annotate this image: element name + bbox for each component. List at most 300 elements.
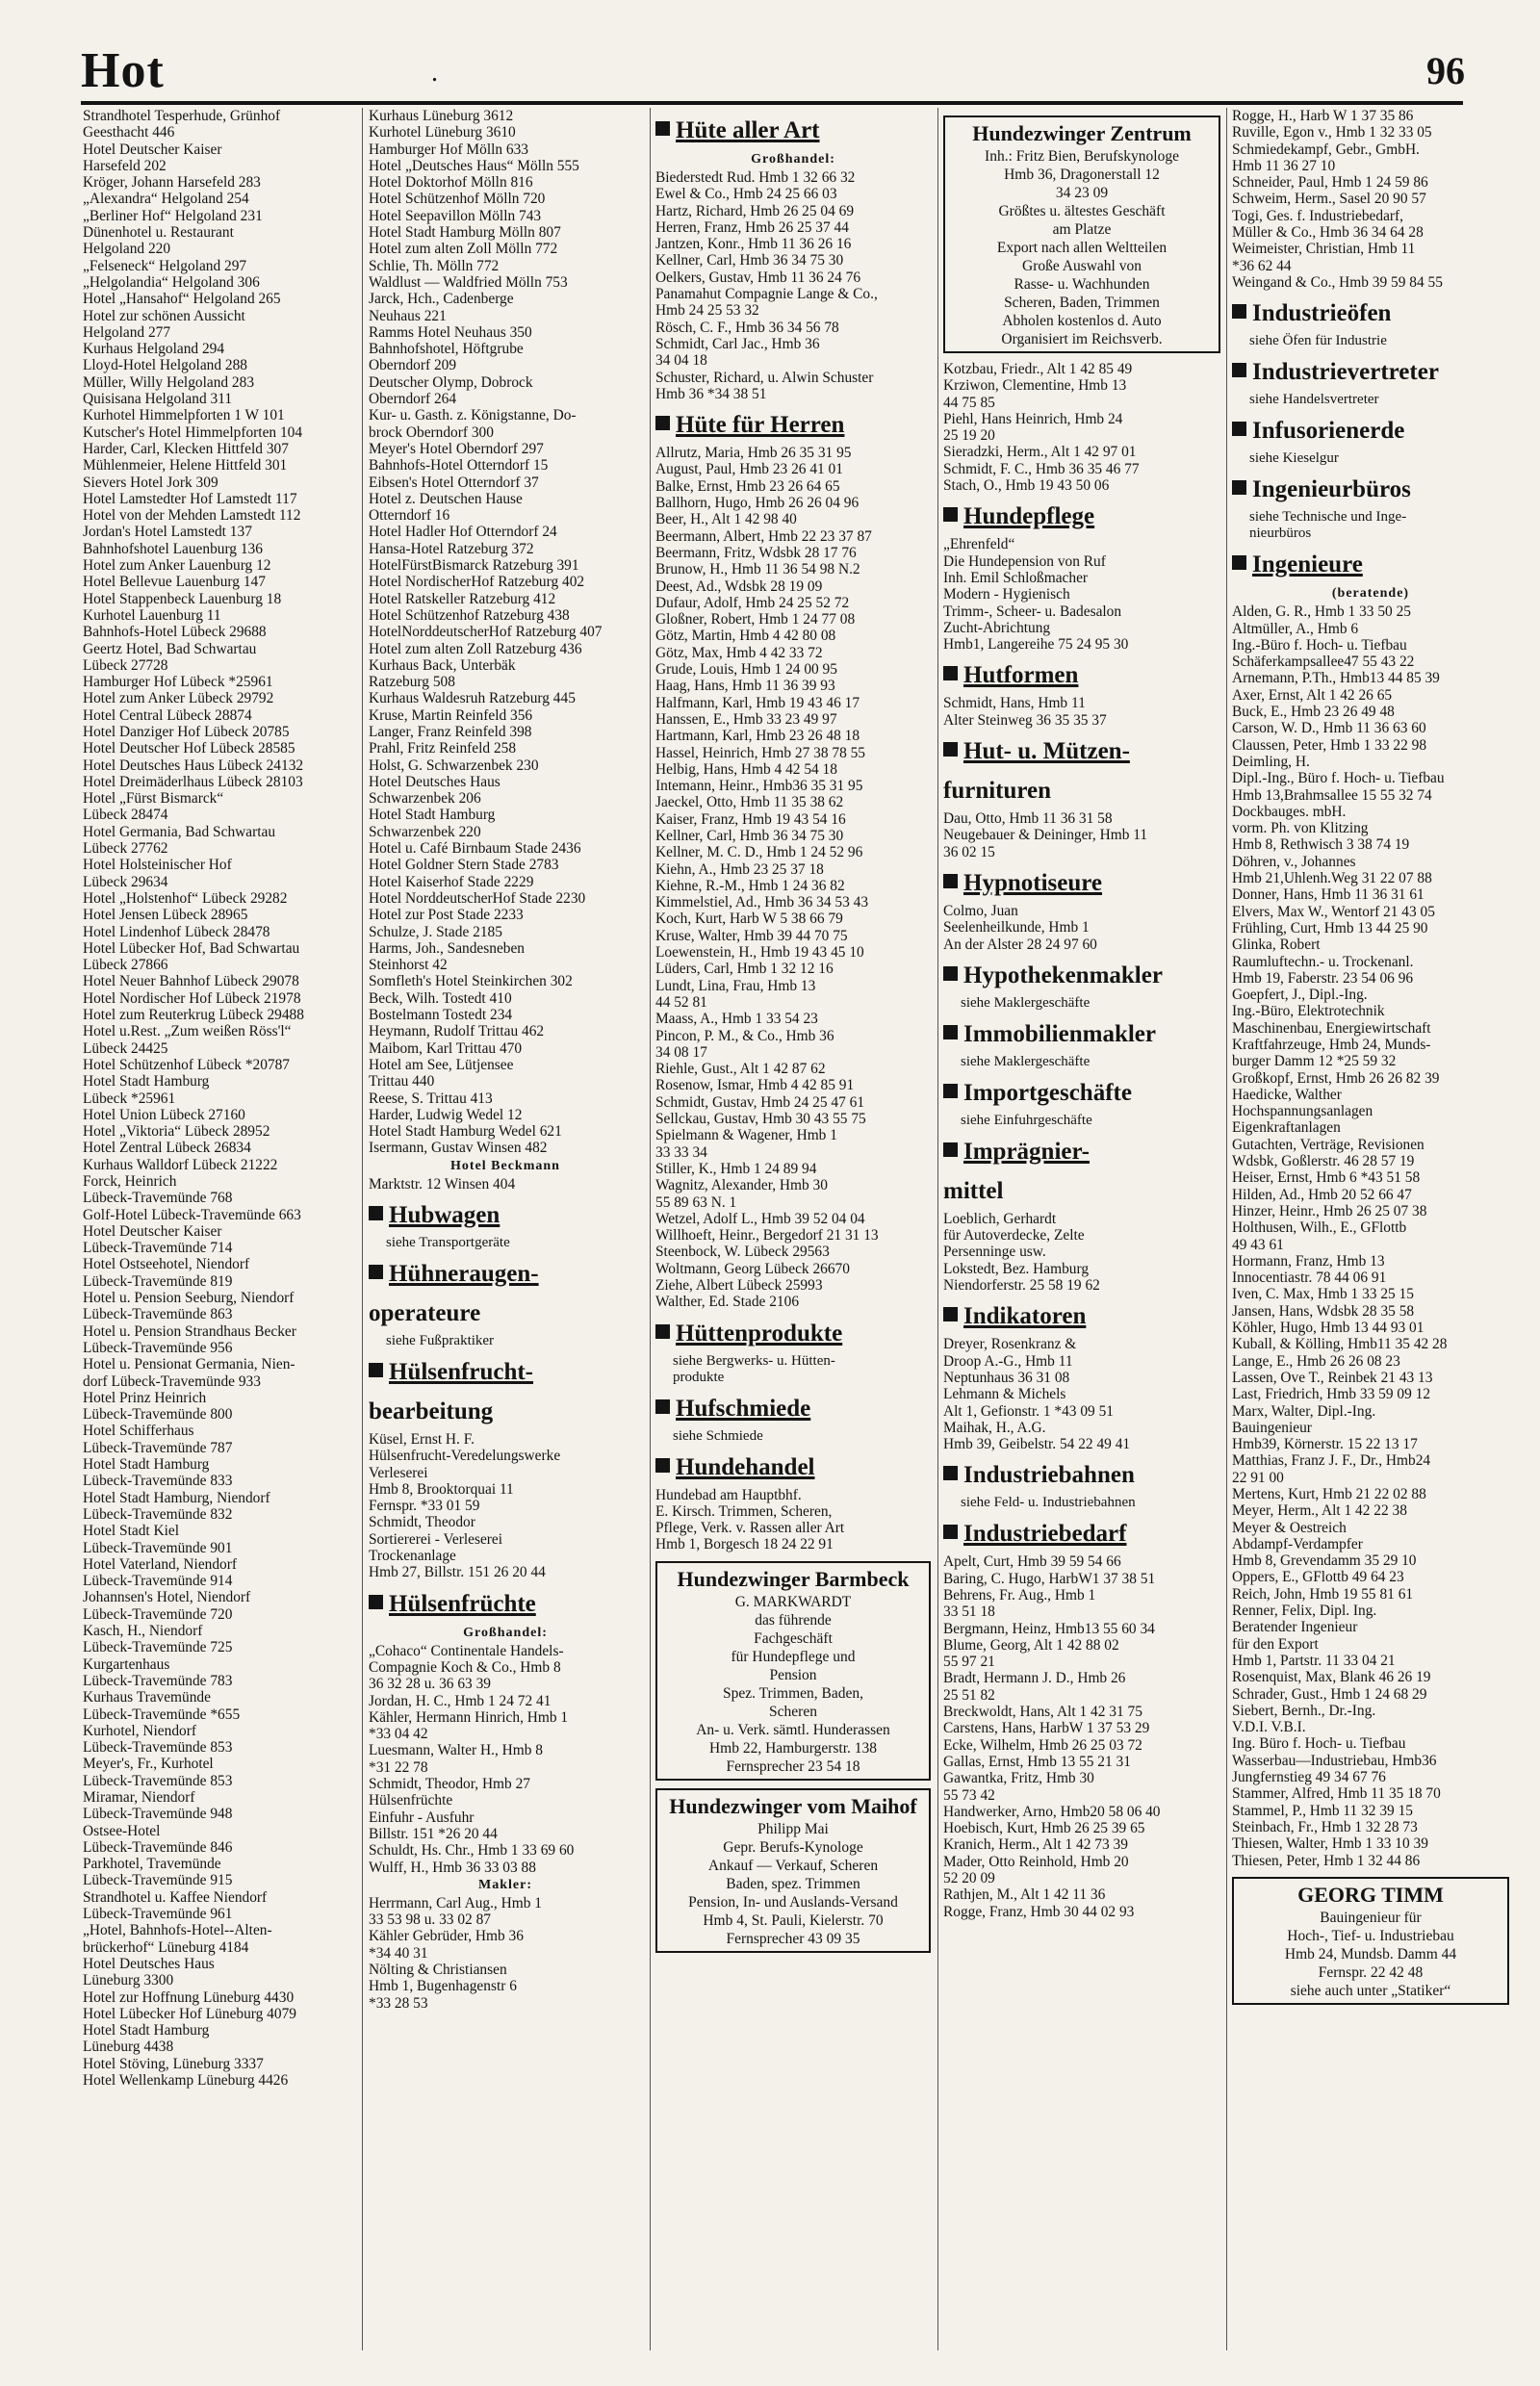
listing-entry: Panamahut Compagnie Lange & Co., (655, 286, 878, 303)
listing-entry: Goepfert, J., Dipl.-Ing. (1232, 987, 1368, 1004)
advertisement-box (655, 1788, 931, 1953)
listing-entry: Hülsenfrucht-Veredelungswerke (369, 1448, 561, 1465)
section-heading-text: Hüttenprodukte (676, 1320, 843, 1347)
hotel-entry: Hotel Jensen Lübeck 28965 (83, 907, 248, 924)
listing-entry: Ewel & Co., Hmb 24 25 66 03 (655, 186, 837, 203)
hotel-entry: Otterndorf 16 (369, 507, 450, 525)
cross-reference: siehe Maklergeschäfte (961, 994, 1091, 1011)
section-heading-text: Hypnotiseure (963, 869, 1102, 896)
hotel-entry: Hotel Lamstedter Hof Lamstedt 117 (83, 490, 297, 507)
listing-entry: Deimling, H. (1232, 753, 1310, 770)
hotel-entry: Kurhotel, Niendorf (83, 1722, 196, 1739)
hotel-entry: Ramms Hotel Neuhaus 350 (369, 323, 532, 341)
hotel-entry: Helgoland 277 (83, 323, 171, 341)
hotel-entry: Hotel Deutsches Haus Lübeck 24132 (83, 757, 304, 774)
hotel-entry: Meyer's, Fr., Kurhotel (83, 1756, 214, 1773)
hotel-entry: HotelFürstBismarck Ratzeburg 391 (369, 557, 579, 575)
hotel-entry: Lübeck-Travemünde 915 (83, 1872, 233, 1889)
ad-line: Bauingenieur für (1320, 1909, 1422, 1926)
section-heading (943, 500, 1220, 533)
listing-entry: Alter Steinweg 36 35 35 37 (943, 711, 1107, 729)
ad-line: Fernsprecher 43 09 35 (726, 1930, 860, 1947)
bullet-square-icon (369, 1206, 383, 1220)
listing-entry: Matthias, Franz J. F., Dr., Hmb24 (1232, 1452, 1431, 1470)
listing-entry: Modern - Hygienisch (943, 586, 1070, 603)
hotel-entry: Quisisana Helgoland 311 (83, 391, 233, 408)
listing-entry: Dockbauges. mbH. (1232, 803, 1347, 820)
section-heading-text: Hüte für Herren (676, 412, 845, 439)
listing-entry: Kähler Gebrüder, Hmb 36 (369, 1928, 524, 1945)
listing-entry: Wdsbk, Goßlerstr. 46 28 57 19 (1232, 1153, 1415, 1170)
listing-entry: Ruville, Egon v., Hmb 1 32 33 05 (1232, 124, 1432, 141)
listing-entry: Hinzer, Heinr., Hmb 26 25 07 38 (1232, 1202, 1427, 1219)
listing-entry: Küsel, Ernst H. F. (369, 1431, 475, 1448)
hotel-entry: Müller, Willy Helgoland 283 (83, 373, 255, 391)
hotel-entry: Johannsen's Hotel, Niendorf (83, 1589, 251, 1606)
listing-entry: Hmb 39, Geibelstr. 54 22 49 41 (943, 1436, 1131, 1453)
listing-entry: Wetzel, Adolf L., Hmb 39 52 04 04 (655, 1210, 865, 1227)
section-heading (1232, 549, 1509, 581)
listing-entry: Die Hundepension von Ruf (943, 552, 1106, 570)
listing-entry: Ing.-Büro, Elektrotechnik (1232, 1003, 1385, 1020)
listing-entry: Kimmelstiel, Ad., Hmb 36 34 53 43 (655, 894, 869, 911)
listing-entry: *34 40 31 (369, 1944, 428, 1962)
hotel-entry: Hotel Ostseehotel, Niendorf (83, 1256, 250, 1273)
hotel-entry: Lübeck-Travemünde 914 (83, 1573, 233, 1590)
hotel-entry: Sievers Hotel Jork 309 (83, 474, 218, 491)
listing-entry: Glinka, Robert (1232, 936, 1321, 954)
ad-line: Hundezwinger Barmbeck (677, 1566, 910, 1591)
listing-entry: Kruse, Walter, Hmb 39 44 70 75 (655, 927, 848, 944)
listing-entry: Hmb1, Langereihe 75 24 95 30 (943, 636, 1129, 654)
cross-reference: siehe Fußpraktiker (386, 1333, 495, 1348)
hotel-entry: Hotel „Hansahof“ Helgoland 265 (83, 291, 281, 308)
listing-entry: Neptunhaus 36 31 08 (943, 1369, 1070, 1386)
listing-entry: Alden, G. R., Hmb 1 33 50 25 (1232, 603, 1411, 621)
listing-entry: Togi, Ges. f. Industriebedarf, (1232, 207, 1403, 224)
hotel-entry: Golf-Hotel Lübeck-Travemünde 663 (83, 1206, 301, 1223)
hotel-entry: Lübeck-Travemünde 948 (83, 1806, 233, 1823)
section-heading-text: Immobilienmakler (963, 1020, 1156, 1047)
column-divider (937, 108, 938, 2350)
bullet-square-icon (943, 507, 958, 522)
listing-entry: Grude, Louis, Hmb 1 24 00 95 (655, 661, 837, 679)
hotel-entry: „Hotel, Bahnhofs-Hotel--Alten- (83, 1922, 272, 1939)
column-divider (1226, 108, 1227, 2350)
hotel-entry: „Helgolandia“ Helgoland 306 (83, 273, 260, 291)
listing-entry: Raumluftechn.- u. Trockenanl. (1232, 953, 1414, 970)
hotel-entry: Lübeck-Travemünde 846 (83, 1838, 233, 1856)
listing-entry: Lundt, Lina, Frau, Hmb 13 (655, 977, 816, 994)
ad-line: Hmb 4, St. Pauli, Kielerstr. 70 (703, 1911, 884, 1929)
listing-entry: Holthusen, Wilh., E., GFlottb (1232, 1219, 1407, 1237)
hotel-entry: Hotel u.Rest. „Zum weißen Röss'l“ (83, 1023, 292, 1040)
hotel-entry: Lübeck-Travemünde 714 (83, 1240, 233, 1257)
section-heading-text: Hüte aller Art (676, 117, 820, 143)
column-divider (650, 108, 651, 2350)
hotel-entry: brückerhof“ Lüneburg 4184 (83, 1938, 249, 1956)
hotel-entry: Bahnhofshotel, Höftgrube (369, 341, 524, 358)
listing-entry: Kuball, & Kölling, Hmb11 35 42 28 (1232, 1336, 1448, 1353)
cross-reference: siehe Schmiede (673, 1427, 763, 1444)
bullet-square-icon (655, 1324, 670, 1339)
listing-entry: Blume, Georg, Alt 1 42 88 02 (943, 1636, 1119, 1654)
section-heading (655, 1318, 931, 1350)
listing-entry: Wulff, H., Hmb 36 33 03 88 (369, 1859, 536, 1876)
listing-entry: Balke, Ernst, Hmb 23 26 64 65 (655, 477, 840, 495)
listing-entry: Iven, C. Max, Hmb 1 33 25 15 (1232, 1286, 1414, 1303)
section-heading (369, 1356, 642, 1389)
section-heading (943, 1459, 1220, 1492)
listing-entry: Fernspr. *33 01 59 (369, 1498, 480, 1515)
section-heading-text: Hut- u. Mützen- (963, 738, 1130, 765)
ad-line: Fernspr. 22 42 48 (1318, 1963, 1424, 1981)
hotel-entry: Lüneburg 3300 (83, 1972, 174, 1989)
hotel-entry: Hotel NordischerHof Ratzeburg 402 (369, 574, 585, 591)
hotel-entry: Lloyd-Hotel Helgoland 288 (83, 357, 247, 374)
listing-entry: „Cohaco“ Continentale Handels- (369, 1642, 564, 1659)
section-heading (943, 1018, 1220, 1051)
listing-entry: Nölting & Christiansen (369, 1962, 507, 1979)
listing-entry: Herren, Franz, Hmb 26 25 37 44 (655, 218, 849, 236)
listing-entry: Jansen, Hans, Wdsbk 28 35 58 (1232, 1302, 1415, 1320)
listing-entry: Ing.-Büro f. Hoch- u. Tiefbau (1232, 636, 1407, 654)
hotel-entry: Kurgartenhaus (83, 1655, 170, 1673)
listing-entry: Riehle, Gust., Alt 1 42 87 62 (655, 1061, 826, 1078)
hotel-entry: Schulze, J. Stade 2185 (369, 923, 502, 940)
section-heading-text: mittel (943, 1177, 1004, 1204)
listing-entry: Jordan, H. C., Hmb 1 24 72 41 (369, 1692, 552, 1709)
hotel-entry: Kurhaus Back, Unterbäk (369, 656, 516, 674)
hotel-entry: Steinhorst 42 (369, 957, 448, 974)
hotel-entry: Hotel von der Mehden Lamstedt 112 (83, 507, 301, 525)
cross-reference: siehe Maklergeschäfte (961, 1053, 1091, 1069)
hotel-entry: Harsefeld 202 (83, 157, 167, 174)
section-heading (1232, 297, 1509, 330)
listing-entry: Breckwoldt, Hans, Alt 1 42 31 75 (943, 1704, 1142, 1721)
section-heading (369, 1588, 642, 1621)
listing-entry: Kranich, Herm., Alt 1 42 73 39 (943, 1836, 1128, 1854)
listing-entry: Donner, Hans, Hmb 11 36 31 61 (1232, 886, 1424, 904)
hotel-entry: Hotel „Deutsches Haus“ Mölln 555 (369, 157, 579, 174)
hotel-entry: Hotel Neuer Bahnhof Lübeck 29078 (83, 973, 299, 990)
listing-entry: Steenbock, W. Lübeck 29563 (655, 1244, 830, 1261)
running-head: Hot (81, 43, 165, 98)
hotel-entry: Lübeck-Travemünde 832 (83, 1505, 233, 1523)
ad-line: Hundezwinger Zentrum (972, 121, 1192, 145)
bullet-square-icon (943, 742, 958, 757)
listing-entry: Maass, A., Hmb 1 33 54 23 (655, 1011, 818, 1028)
listing-entry: Beer, H., Alt 1 42 98 40 (655, 511, 797, 528)
section-heading-text: Hutformen (963, 662, 1079, 689)
bullet-square-icon (943, 874, 958, 888)
hotel-entry: Forck, Heinrich (83, 1173, 177, 1190)
listing-entry: Siebert, Bernh., Dr.-Ing. (1232, 1702, 1376, 1719)
section-heading (1232, 474, 1509, 506)
column-4 (943, 108, 1220, 2350)
section-heading (369, 1258, 642, 1291)
ad-line: siehe auch unter „Statiker“ (1290, 1982, 1451, 1999)
advertisement-box (1232, 1877, 1509, 2005)
listing-entry: Carstens, Hans, HarbW 1 37 53 29 (943, 1720, 1150, 1737)
listing-entry: Zucht-Abrichtung (943, 619, 1051, 636)
hotel-entry: Hotel u. Pension Strandhaus Becker (83, 1322, 296, 1340)
hotel-entry: Lübeck 28474 (83, 807, 168, 824)
listing-entry: Buck, E., Hmb 23 26 49 48 (1232, 704, 1395, 721)
hotel-entry: Eibsen's Hotel Otterndorf 37 (369, 474, 539, 491)
listing-entry: Hmb 11 36 27 10 (1232, 157, 1336, 174)
hotel-entry: Deutscher Olymp, Dobrock (369, 373, 533, 391)
listing-entry: Allrutz, Maria, Hmb 26 35 31 95 (655, 445, 852, 462)
listing-entry: Heiser, Ernst, Hmb 6 *43 51 58 (1232, 1169, 1421, 1187)
listing-entry: 52 20 09 (943, 1870, 995, 1887)
listing-entry: Hülsenfrüchte (369, 1792, 453, 1809)
listing-entry: E. Kirsch. Trimmen, Scheren, (655, 1502, 833, 1520)
section-heading-text: Industriebahnen (963, 1462, 1135, 1489)
listing-entry: Handwerker, Arno, Hmb20 58 06 40 (943, 1803, 1161, 1820)
subheading: Makler: (478, 1877, 532, 1892)
listing-entry: Rosenow, Ismar, Hmb 4 42 85 91 (655, 1077, 855, 1094)
listing-entry: Innocentiastr. 78 44 06 91 (1232, 1270, 1387, 1287)
column-2 (369, 108, 642, 2350)
ad-line: Baden, spez. Trimmen (726, 1875, 860, 1892)
listing-entry: für den Export (1232, 1635, 1319, 1653)
listing-entry: 25 19 20 (943, 427, 995, 445)
listing-entry: Colmo, Juan (943, 902, 1018, 919)
section-heading-text: Hypothekenmakler (963, 962, 1163, 988)
hotel-entry: Kurhotel Lüneburg 3610 (369, 124, 516, 141)
hotel-entry: Hotel Stadt Hamburg Mölln 807 (369, 224, 561, 242)
ad-line: Pension, In- und Auslands-Versand (688, 1893, 898, 1911)
listing-entry: Droop A.-G., Hmb 11 (943, 1352, 1073, 1370)
section-heading (369, 1199, 642, 1232)
ad-line: Fernsprecher 23 54 18 (726, 1757, 860, 1775)
listing-entry: Renner, Felix, Dipl. Ing. (1232, 1603, 1377, 1620)
listing-entry: Wagnitz, Alexander, Hmb 30 (655, 1177, 828, 1194)
listing-entry: Jaeckel, Otto, Hmb 11 35 38 62 (655, 794, 844, 811)
hotel-entry: Lübeck-Travemünde 863 (83, 1306, 233, 1323)
ad-line: Hundezwinger vom Maihof (669, 1793, 917, 1818)
ad-line: das führende (755, 1611, 832, 1629)
hotel-entry: Hotel Lübecker Hof Lüneburg 4079 (83, 2005, 296, 2022)
hotel-entry: Hotel Stöving, Lüneburg 3337 (83, 2055, 264, 2072)
hotel-entry: Trittau 440 (369, 1073, 435, 1090)
cross-reference: siehe Feld- u. Industriebahnen (961, 1495, 1136, 1511)
ad-line: Gepr. Berufs-Kynologe (723, 1838, 863, 1856)
listing-entry: Apelt, Curt, Hmb 39 59 54 66 (943, 1553, 1121, 1571)
hotel-entry: Schwarzenbek 206 (369, 790, 481, 808)
listing-entry: Maschinenbau, Energiewirtschaft (1232, 1019, 1431, 1037)
hotel-entry: Miramar, Niendorf (83, 1788, 195, 1806)
bullet-square-icon (369, 1363, 383, 1377)
listing-entry: Rösch, C. F., Hmb 36 34 56 78 (655, 319, 839, 336)
cross-reference: siehe Öfen für Industrie (1249, 333, 1387, 349)
section-heading-text: Industriebedarf (963, 1521, 1127, 1548)
ad-line: für Hundepflege und (731, 1648, 856, 1665)
section-heading (943, 960, 1220, 992)
hotel-entry: Hotel „Holstenhof“ Lübeck 29282 (83, 889, 288, 907)
hotel-entry: Lübeck-Travemünde 787 (83, 1439, 233, 1456)
listing-entry: Lüders, Carl, Hmb 1 32 12 16 (655, 961, 834, 978)
listing-entry: Persenninge usw. (943, 1244, 1046, 1261)
hotel-entry: Geesthacht 446 (83, 124, 175, 141)
listing-entry: Bauingenieur (1232, 1419, 1312, 1436)
listing-entry: 22 91 00 (1232, 1469, 1284, 1486)
listing-entry: Meyer & Oestreich (1232, 1519, 1347, 1536)
listing-entry: Hartz, Richard, Hmb 26 25 04 69 (655, 202, 855, 219)
section-heading-text: Infusorienerde (1252, 418, 1405, 445)
ad-line: 34 23 09 (1055, 185, 1109, 201)
listing-entry: Kellner, M. C. D., Hmb 1 24 52 96 (655, 844, 863, 861)
hotel-entry: brock Oberndorf 300 (369, 423, 494, 441)
listing-entry: Reich, John, Hmb 19 55 81 61 (1232, 1585, 1414, 1603)
ad-line: Inh.: Fritz Bien, Berufskynologe (985, 148, 1179, 165)
bullet-square-icon (943, 1525, 958, 1539)
listing-entry: Ing. Büro f. Hoch- u. Tiefbau (1232, 1735, 1406, 1753)
hotel-entry: Bahnhofshotel Lauenburg 136 (83, 540, 263, 557)
hotel-entry: Hotel zur schönen Aussicht (83, 307, 245, 324)
hotel-entry: Hotel Goldner Stern Stade 2783 (369, 857, 559, 874)
listing-entry: 36 02 15 (943, 843, 995, 860)
cross-reference: siehe Transportgeräte (386, 1235, 510, 1250)
listing-entry: Müller & Co., Hmb 36 34 64 28 (1232, 224, 1424, 242)
listing-entry: *33 28 53 (369, 1994, 428, 2012)
hotel-entry: Hotel NorddeutscherHof Stade 2230 (369, 889, 586, 907)
column-3 (655, 108, 931, 2350)
hotel-entry: Jordan's Hotel Lamstedt 137 (83, 524, 252, 541)
ad-line: Pension (769, 1666, 817, 1683)
listing-entry: Hochspannungsanlagen (1232, 1103, 1373, 1120)
hotel-entry: Parkhotel, Travemünde (83, 1856, 221, 1873)
hotel-entry: Hotel Deutsches Haus (83, 1955, 215, 1972)
ad-line: Spez. Trimmen, Baden, (723, 1684, 863, 1702)
listing-entry: Schmidt, Hans, Hmb 11 (943, 695, 1086, 712)
ad-line: Hmb 24, Mundsb. Damm 44 (1284, 1945, 1457, 1963)
listing-entry: Schweim, Herm., Sasel 20 90 57 (1232, 191, 1426, 208)
hotel-entry: Hotel Seepavillon Mölln 743 (369, 207, 542, 224)
hotel-entry: Holst, G. Schwarzenbek 230 (369, 757, 539, 774)
listing-entry: Hmb 27, Billstr. 151 26 20 44 (369, 1564, 546, 1581)
ad-line: Export nach allen Weltteilen (996, 240, 1168, 256)
bullet-square-icon (655, 1399, 670, 1414)
hotel-entry: Maibom, Karl Trittau 470 (369, 1039, 523, 1057)
ad-line: Abholen kostenlos d. Auto (1002, 313, 1162, 329)
hotel-entry: Bostelmann Tostedt 234 (369, 1007, 513, 1024)
hotel-entry: Hotel am See, Lütjensee (369, 1056, 514, 1073)
listing-entry: 33 33 34 (655, 1143, 707, 1161)
listing-entry: Maihak, H., A.G. (943, 1419, 1046, 1436)
listing-entry: Kiehne, R.-M., Hmb 1 24 36 82 (655, 877, 845, 894)
subheading: Großhandel: (463, 1625, 548, 1640)
section-heading-text: Industrieöfen (1252, 300, 1392, 327)
ad-line: Scheren, Baden, Trimmen (1004, 295, 1160, 311)
section-heading-text: operateure (369, 1300, 481, 1326)
hotel-entry: Lübeck-Travemünde 833 (83, 1473, 233, 1490)
section-heading-text: bearbeitung (369, 1398, 494, 1424)
section-heading (655, 1451, 931, 1484)
bullet-square-icon (1232, 363, 1246, 377)
listing-entry: Niendorferstr. 25 58 19 62 (943, 1277, 1100, 1295)
listing-entry: Marx, Walter, Dipl.-Ing. (1232, 1402, 1376, 1420)
listing-entry: Stammel, P., Hmb 11 32 39 15 (1232, 1802, 1413, 1819)
listing-entry: Wasserbau—Industriebau, Hmb36 (1232, 1752, 1437, 1769)
listing-entry: 55 89 63 N. 1 (655, 1193, 737, 1211)
listing-entry: Kähler, Hermann Hinrich, Hmb 1 (369, 1708, 569, 1726)
section-heading (655, 409, 931, 442)
listing-entry: Hmb 1, Borgesch 18 24 22 91 (655, 1536, 834, 1553)
hotel-entry: Hotel u. Café Birnbaum Stade 2436 (369, 840, 581, 858)
listing-entry: vorm. Ph. von Klitzing (1232, 820, 1369, 837)
listing-entry: Bergmann, Heinz, Hmb13 55 60 34 (943, 1620, 1155, 1637)
listing-entry: August, Paul, Hmb 23 26 41 01 (655, 461, 843, 478)
bullet-square-icon (943, 666, 958, 680)
hotel-entry: Hotel Stadt Hamburg (83, 1073, 210, 1090)
listing-entry: Hmb 21,Uhlenh.Weg 31 22 07 88 (1232, 870, 1432, 887)
listing-entry: Gallas, Ernst, Hmb 13 55 21 31 (943, 1753, 1131, 1770)
listing-entry: Hmb 13,Brahmsallee 15 55 32 74 (1232, 786, 1432, 804)
hotel-entry: Hotel Dreimäderlhaus Lübeck 28103 (83, 773, 303, 790)
listing-entry: Trimm-, Scheer- u. Badesalon (943, 603, 1122, 620)
listing-entry: „Ehrenfeld“ (943, 536, 1015, 553)
bullet-square-icon (1232, 304, 1246, 319)
section-heading-text: Ingenieurbüros (1252, 476, 1411, 503)
advertisement-box (655, 1561, 931, 1781)
ad-line: Philipp Mai (757, 1820, 829, 1837)
bullet-square-icon (943, 1084, 958, 1098)
hotel-entry: Lübeck-Travemünde 901 (83, 1539, 233, 1556)
section-heading-text: Hülsenfrucht- (389, 1359, 533, 1385)
listing-entry: Schmiedekampf, Gebr., GmbH. (1232, 141, 1420, 158)
listing-entry: Großkopf, Ernst, Hmb 26 26 82 39 (1232, 1069, 1440, 1087)
section-heading (943, 1136, 1220, 1168)
header-rule (81, 101, 1463, 105)
listing-entry: Axer, Ernst, Alt 1 42 26 65 (1232, 686, 1393, 704)
listing-entry: Seelenheilkunde, Hmb 1 (943, 919, 1090, 936)
ad-line: Organisiert im Reichsverb. (1001, 331, 1163, 347)
listing-entry: Billstr. 151 *26 20 44 (369, 1825, 498, 1842)
listing-entry: Hmb 8, Grevendamm 35 29 10 (1232, 1552, 1417, 1570)
listing-entry: Haedicke, Walther (1232, 1086, 1342, 1103)
listing-entry: Herrmann, Carl Aug., Hmb 1 (369, 1894, 542, 1911)
ad-heading: Hotel Beckmann (450, 1158, 560, 1173)
hotel-entry: Hotel Stadt Hamburg (83, 2022, 210, 2040)
listing-entry: Döhren, v., Johannes (1232, 853, 1356, 870)
hotel-entry: Hotel u. Pension Seeburg, Niendorf (83, 1290, 295, 1307)
ad-line: Ankauf — Verkauf, Scheren (707, 1857, 879, 1874)
hotel-entry: Hotel Nordischer Hof Lübeck 21978 (83, 989, 301, 1007)
hotel-entry: Hotel Lindenhof Lübeck 28478 (83, 923, 270, 940)
listing-entry: Schuster, Richard, u. Alwin Schuster (655, 369, 874, 386)
hotel-entry: Hotel Hadler Hof Otterndorf 24 (369, 524, 557, 541)
hotel-entry: Helgoland 220 (83, 241, 171, 258)
bullet-square-icon (369, 1595, 383, 1609)
listing-entry: Hmb 24 25 53 32 (655, 302, 759, 320)
listing-entry: für Autoverdecke, Zelte (943, 1227, 1085, 1244)
listing-entry: Hmb 8, Brooktorquai 11 (369, 1480, 514, 1498)
listing-entry: Frühling, Curt, Hmb 13 44 25 90 (1232, 919, 1428, 936)
hotel-entry: Hotel zum Anker Lauenburg 12 (83, 557, 271, 575)
hotel-entry: Hotel zur Post Stade 2233 (369, 907, 524, 924)
bullet-square-icon (943, 1142, 958, 1157)
bullet-square-icon (943, 1466, 958, 1480)
listing-entry: Kellner, Carl, Hmb 36 34 75 30 (655, 827, 844, 844)
listing-entry: Sieradzki, Herm., Alt 1 42 97 01 (943, 444, 1137, 461)
listing-entry: Jungfernstieg 49 34 67 76 (1232, 1769, 1386, 1786)
section-heading (943, 659, 1220, 692)
ad-line: G. MARKWARDT (734, 1593, 852, 1610)
listing-entry: Intemann, Heinr., Hmb36 35 31 95 (655, 778, 863, 795)
hotel-entry: Kurhaus Helgoland 294 (83, 341, 225, 358)
